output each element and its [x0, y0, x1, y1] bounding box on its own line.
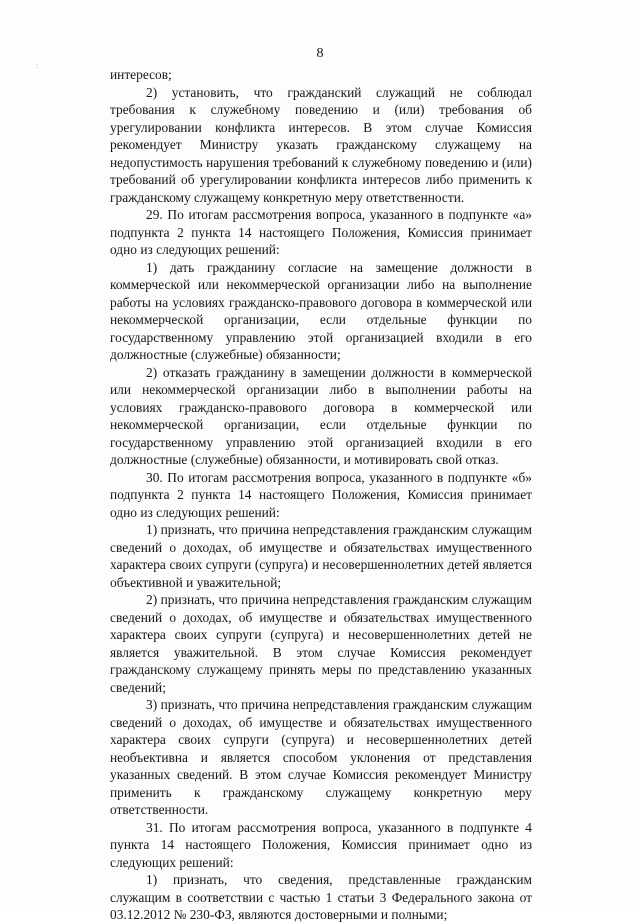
page-number: 8 [316, 46, 324, 61]
paragraph-30-item-2: 2) признать, что причина непредставления гражданским служащим сведений о доходах, об имуществе и обязательствах имущественного характера своих супруги (супруга) и несовершеннолетних детей не является уважительной. В этом случае Комиссия рекомендует гражданскому служащему принять меры по представлению указанных сведений; [110, 592, 532, 695]
paragraph-31-item-1: 1) признать, что сведения, представленные гражданским служащим в соответствии с частью 1 статьи 3 Федерального закона от 03.12.2012 № 230-ФЗ, являются достоверными и полными; [110, 872, 532, 922]
paragraph-30: 30. По итогам рассмотрения вопроса, указанного в подпункте «б» подпункта 2 пункта 14 настоящего Положения, Комиссия принимает одно из следующих решений: [110, 469, 532, 520]
paragraph-30-item-3: 3) признать, что причина непредставления гражданским служащим сведений о доходах, об имуществе и обязательствах имущественного характера своих супруги (супруга) и несовершеннолетних детей необъективна и является способом уклонения от представления указанных сведений. В этом случае Комиссия рекомендует Министру применить к гражданскому служащему конкретную меру ответственности. [110, 697, 532, 817]
document-body [110, 66, 532, 924]
paragraph-29-item-1: 1) дать гражданину согласие на замещение должности в коммерческой или некоммерческой организации либо на выполнение работы на условиях гражданско-правового договора в коммерческой или некоммерческой организации, если отдельные функции по государственному управлению этой организацией входили в его должностные (служебные) обязанности; [110, 259, 532, 362]
margin-scan-marks: : [36, 61, 39, 70]
paragraph-31: 31. По итогам рассмотрения вопроса, указанного в подпункте 4 пункта 14 настоящего Положения, Комиссия принимает одно из следующих решений: [110, 819, 532, 870]
paragraph-29: 29. По итогам рассмотрения вопроса, указанного в подпункте «а» подпункта 2 пункта 14 настоящего Положения, Комиссия принимает одно из следующих решений: [110, 207, 532, 257]
paragraph-continuation: интересов; [110, 67, 172, 82]
paragraph-30-item-1: 1) признать, что причина непредставления гражданским служащим сведений о доходах, об имуществе и обязательствах имущественного характера своих супруги (супруга) и несовершеннолетних детей является объективной и уважительной; [110, 522, 532, 590]
paragraph-28-item-2: 2) установить, что гражданский служащий не соблюдал требования к служебному поведению и (или) требования об урегулировании конфликта интересов. В этом случае Комиссия рекомендует Министру указать гражданскому служащему на недопустимость нарушения требований к служебному поведению и (или) требований об урегулировании конфликта интересов либо применить к гражданскому служащему конкретную меру ответственности. [110, 84, 532, 205]
paragraph-29-item-2: 2) отказать гражданину в замещении должности в коммерческой или некоммерческой организации либо в выполнении работы на условиях гражданско-правового договора в коммерческой или некоммерческой организации, если отдельные функции по государственному управлению этой организацией входили в его должностные (служебные) обязанности, и мотивировать свой отказ. [110, 364, 532, 467]
